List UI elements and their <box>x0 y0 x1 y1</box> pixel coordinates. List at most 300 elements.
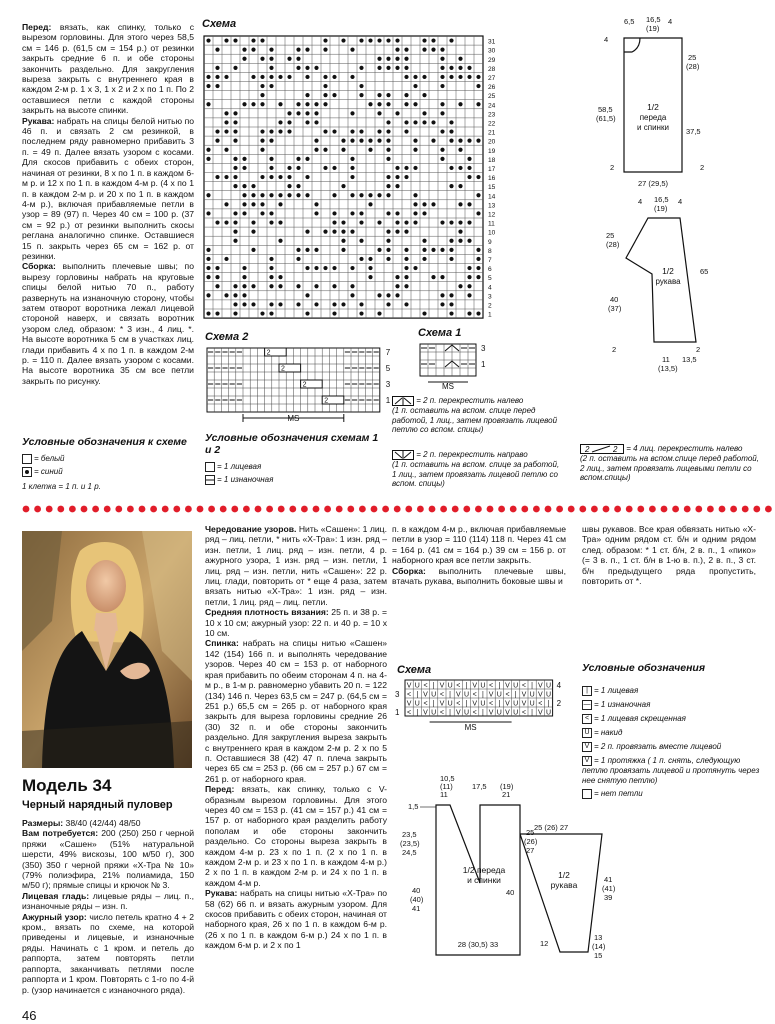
svg-text:2: 2 <box>613 445 618 454</box>
stitch-dot <box>404 248 408 252</box>
stitch-dot <box>476 248 480 252</box>
stitch-dot <box>449 257 453 261</box>
stitch-symbol: U <box>545 709 552 717</box>
dim: 28 (30,5) 33 <box>457 940 499 949</box>
stitch-dot <box>287 75 291 79</box>
dim: (13,5) <box>658 364 678 373</box>
stitch-dot <box>233 139 237 143</box>
stitch-dot <box>278 129 282 133</box>
stitch-dot <box>314 266 318 270</box>
stitch-dot <box>440 84 444 88</box>
stitch-dot <box>224 175 228 179</box>
paragraph-assembly: Сборка: выполнить плечевые швы; по вырезу горловины набрать на круговые спицы белой нитью 70 п., работу развернуть на изнаночную сторону, чтобы затем отворот воротника лежал лицевой стороной наверх, и связать воротник узором след. образом: * 3 изн., 4 лиц. *. На высоте воротника 5 см в участках лиц. глади прибавить 4 х по 1 п. в каждом 2-м р. = 110 п. Далее вязать узором с косами. На высоте воротника 35 см все петли закрыть по рисунку. <box>22 261 194 386</box>
legend-cross-1: = 2 п. перекрестить налево (1 п. оставить на вспом. спице перед работой, 1 лиц., затем провязать лицевой петлю со вспом. спицы) <box>392 396 558 435</box>
stitch-dot <box>305 93 309 97</box>
stitch-dot <box>260 93 264 97</box>
paragraph: Вам потребуется: 200 (250) 250 г черной пряжи «Сашен» (51% натуральной шерсти, 49% вискозы, 100 м/50 г), 300 (350) 350 г черной пряжи «X-Тра № 10» (79% полиэфира, 21% полиамида, 150 м/50 г); прямые спицы и крючок № 3. <box>22 828 194 891</box>
page-number: 46 <box>22 1008 37 1023</box>
row-number: 23 <box>488 111 496 119</box>
red-dot <box>359 506 366 513</box>
stitch-dot <box>323 48 327 52</box>
stitch-dot <box>296 157 300 161</box>
stitch-dot <box>386 193 390 197</box>
stitch-dot <box>269 66 273 70</box>
stitch-symbol: U <box>529 700 535 708</box>
part-label: 1/2 <box>647 102 659 112</box>
stitch-dot <box>449 75 453 79</box>
stitch-dot <box>215 139 219 143</box>
stitch-dot <box>413 193 417 197</box>
dim: 23,5 <box>402 830 417 839</box>
red-dot <box>347 506 354 513</box>
stitch-dot <box>242 211 246 215</box>
legend-blue: = синий <box>34 467 63 477</box>
stitch-dot <box>449 129 453 133</box>
stitch-symbol: U <box>414 682 420 690</box>
stitch-dot <box>305 48 309 52</box>
stitch-dot <box>404 66 408 70</box>
stitch-dot <box>440 275 444 279</box>
dim: 12 <box>540 939 549 948</box>
stitch-symbol: V <box>505 682 510 690</box>
stitch-dot <box>404 266 408 270</box>
stitch-symbol: < <box>456 700 461 708</box>
stitch-dot <box>386 211 390 215</box>
dim: 25 (26) 27 <box>534 823 569 832</box>
stitch-dot <box>206 311 210 315</box>
stitch-dot <box>422 257 426 261</box>
red-dot <box>115 506 122 513</box>
stitch-dot <box>323 166 327 170</box>
red-dot <box>742 506 749 513</box>
row-number: 11 <box>488 220 495 228</box>
top-left-text-column <box>22 22 194 386</box>
dim: (11) <box>440 782 453 791</box>
row-number: 3 <box>385 380 391 389</box>
stitch-symbol: U <box>545 682 552 690</box>
stitch-dot <box>233 311 237 315</box>
stitch-dot <box>314 211 318 215</box>
stitch-dot <box>386 66 390 70</box>
stitch-dot <box>386 129 390 133</box>
stitch-dot <box>314 302 318 306</box>
stitch-dot <box>233 111 237 115</box>
stitch-dot <box>467 311 471 315</box>
stitch-dot <box>404 57 408 61</box>
red-dot <box>139 506 146 513</box>
stitch-symbol: V <box>439 700 445 708</box>
stitch-dot <box>323 129 327 133</box>
stitch-dot <box>476 275 480 279</box>
stitch-dot <box>350 48 354 52</box>
row-number: 20 <box>488 138 496 146</box>
stitch-dot <box>233 129 237 133</box>
stitch-dot <box>305 157 309 161</box>
red-dotted-divider <box>0 503 775 515</box>
stitch-dot <box>260 148 264 152</box>
stitch-dot <box>269 75 273 79</box>
stitch-dot <box>476 75 480 79</box>
stitch-dot <box>395 166 399 170</box>
stitch-dot <box>260 57 264 61</box>
stitch-dot <box>224 202 228 206</box>
dim: 40 <box>506 888 515 897</box>
stitch-dot <box>206 102 210 106</box>
paragraph: Перед: вязать, как спинку, только с V-образным вырезом горловины. Для этого через 40 см = 153 р. (41 см = 157 р.) 41 см = 157 р. от наборного края разделить работу пополам и обе стороны закончить раздельно. Со стороны выреза закрыть в каждом 4-м р. 23 х по 1 п. (2 х по 1 п. в каждом 2-м р. и 23 х по 1 п. в каждом 4-м р.) 2 х по 1 п. в каждом 2-м р. и 24 х по 1 п. в каждом 4-м р. <box>205 784 387 888</box>
stitch-dot <box>215 220 219 224</box>
stitch-dot <box>449 184 453 188</box>
stitch-dot <box>314 120 318 124</box>
paragraph: Рукава: набрать на спицы нитью «X-Тра» по 58 (62) 66 п. и вязать ажурным узором. Для скосов прибавить с обеих сторон, начиная от наборного края, 26 х по 1 п. в каждом 6-м р. (26 х по 1 п. в каждом 6-м р.) 24 х по 1 п. в каждом 6-м р. и 2 х по 1 <box>205 888 387 951</box>
dim: 10,5 <box>440 775 455 783</box>
legend-mid <box>205 432 385 485</box>
stitch-symbol: U <box>513 682 519 690</box>
dim: 15 <box>594 951 603 960</box>
stitch-symbol: V <box>455 691 461 699</box>
stitch-dot <box>269 57 273 61</box>
dim: 4 <box>678 197 683 206</box>
stitch-dot <box>251 248 255 252</box>
red-dot <box>533 506 540 513</box>
stitch-dot <box>224 293 228 297</box>
stitch-symbol: < <box>472 691 477 699</box>
row-number: 5 <box>385 364 391 373</box>
stitch-dot <box>386 57 390 61</box>
red-dot <box>313 506 320 513</box>
red-dot <box>57 506 64 513</box>
part-label: рукава <box>550 880 578 890</box>
stitch-dot <box>260 75 264 79</box>
stitch-dot <box>242 184 246 188</box>
stitch-dot <box>341 38 345 42</box>
stitch-dot <box>377 66 381 70</box>
legend-bottom-item: — = 1 изнаночная <box>583 700 651 710</box>
stitch-dot <box>359 84 363 88</box>
stitch-dot <box>215 84 219 88</box>
stitch-dot <box>413 148 417 152</box>
stitch-dot <box>350 211 354 215</box>
stitch-dot <box>332 311 336 315</box>
stitch-dot <box>458 148 462 152</box>
row-number: 4 <box>488 284 492 292</box>
red-dot <box>568 506 575 513</box>
stitch-dot <box>440 148 444 152</box>
red-dot <box>336 506 343 513</box>
stitch-dot <box>341 239 345 243</box>
stitch-symbol: U <box>496 709 502 717</box>
stitch-dot <box>278 102 282 106</box>
stitch-dot <box>368 139 372 143</box>
stitch-dot <box>386 257 390 261</box>
red-dot <box>753 506 760 513</box>
stitch-dot <box>341 302 345 306</box>
red-dot <box>684 506 691 513</box>
schema2-title: Схема 2 <box>205 331 249 343</box>
row-number: 3 <box>488 293 492 301</box>
stitch-dot <box>269 302 273 306</box>
stitch-dot <box>440 302 444 306</box>
stitch-dot <box>287 129 291 133</box>
stitch-dot <box>404 129 408 133</box>
stitch-dot <box>386 102 390 106</box>
stitch-dot <box>269 284 273 288</box>
stitch-dot <box>296 166 300 170</box>
stitch-dot <box>224 38 228 42</box>
stitch-symbol: < <box>538 700 543 708</box>
paragraph: Сборка: выполнить плечевые швы, втачать рукава, выполнить боковые швы и <box>392 565 566 587</box>
stitch-dot <box>377 293 381 297</box>
stitch-dot <box>305 266 309 270</box>
stitch-dot <box>323 84 327 88</box>
red-dot <box>324 506 331 513</box>
stitch-dot <box>215 275 219 279</box>
dim: 21 <box>502 790 511 799</box>
stitch-dot <box>215 75 219 79</box>
stitch-dot <box>467 166 471 170</box>
stitch-symbol: V <box>505 709 510 717</box>
stitch-symbol: < <box>439 691 444 699</box>
stitch-dot <box>476 193 480 197</box>
bottom-right-col2 <box>582 524 756 586</box>
stitch-dot <box>323 38 327 42</box>
dim: 2 <box>696 345 701 354</box>
stitch-dot <box>359 220 363 224</box>
dim: (19) <box>500 782 514 791</box>
red-dot <box>255 506 262 513</box>
stitch-dot <box>251 48 255 52</box>
stitch-symbol: V <box>488 709 494 717</box>
stitch-symbol: V <box>537 709 543 717</box>
stitch-dot <box>260 102 264 106</box>
dim: (40) <box>410 895 424 904</box>
stitch-dot <box>260 202 264 206</box>
stitch-dot <box>476 257 480 261</box>
red-dot <box>765 506 772 513</box>
stitch-dot <box>476 266 480 270</box>
stitch-dot <box>467 202 471 206</box>
stitch-dot <box>350 193 354 197</box>
paragraph: Ажурный узор: число петель кратно 4 + 2 кром., вязать по схеме, на которой приведены и лицевые, и изнаночные ряды. Начинать с 1 кром. и петель до раппорта, затем повторять петли раппорта, заканчивать петлями после раппорта и 1 кром. Повторять с 1-го по 4-й р. (узор начинается с изнаночного ряда). <box>22 911 195 995</box>
stitch-symbol: < <box>423 700 428 708</box>
stitch-dot <box>215 266 219 270</box>
stitch-dot <box>233 230 237 234</box>
stitch-dot <box>242 302 246 306</box>
stitch-dot <box>449 120 453 124</box>
stitch-dot <box>206 75 210 79</box>
stitch-dot <box>242 284 246 288</box>
stitch-dot <box>413 84 417 88</box>
stitch-symbol: | <box>465 682 468 690</box>
stitch-symbol: V <box>439 682 445 690</box>
red-dot <box>162 506 169 513</box>
stitch-dot <box>269 175 273 179</box>
red-dot <box>545 506 552 513</box>
stitch-dot <box>215 48 219 52</box>
legend-bottom-item: V = 2 п. провязать вместе лицевой <box>582 742 762 752</box>
stitch-dot <box>467 139 471 143</box>
red-dot <box>197 506 204 513</box>
stitch-dot <box>251 38 255 42</box>
stitch-dot <box>260 38 264 42</box>
stitch-symbol: V <box>406 682 412 690</box>
stitch-dot <box>305 230 309 234</box>
stitch-dot <box>251 284 255 288</box>
red-dot <box>231 506 238 513</box>
part-label: переда <box>639 113 667 122</box>
stitch-dot <box>413 102 417 106</box>
stitch-dot <box>440 102 444 106</box>
stitch-dot <box>350 293 354 297</box>
legend-bottom-item: < = 1 лицевая скрещенная <box>582 714 762 724</box>
stitch-dot <box>323 93 327 97</box>
stitch-dot <box>296 184 300 188</box>
stitch-dot <box>242 275 246 279</box>
stitch-dot <box>431 38 435 42</box>
red-dot <box>417 506 424 513</box>
stitch-dot <box>431 248 435 252</box>
row-number: 22 <box>488 120 496 128</box>
stitch-dot <box>314 111 318 115</box>
stitch-symbol: V <box>472 682 478 690</box>
red-dot <box>405 506 412 513</box>
stitch-dot <box>260 175 264 179</box>
stitch-dot <box>269 266 273 270</box>
stitch-dot <box>404 166 408 170</box>
stitch-dot <box>269 84 273 88</box>
dim: (28) <box>606 240 620 249</box>
paragraph-front: Перед: вязать, как спинку, только с вырезом горловины. Для этого через 58,5 см = 146 р. (61,5 см = 154 р.) от резинки закрыть средние 6 п. и обе стороны закончить раздельно. Для закругления выреза закрыть с внутреннего края в каждом 2-м р. 1 х 3, 1 х 2 и 2 х по 1 п. По 2 оставшиеся петли с каждой стороны закрыть на высоте спинки. <box>22 22 194 116</box>
stitch-dot <box>350 175 354 179</box>
stitch-dot <box>440 66 444 70</box>
row-number: 1 <box>481 360 486 369</box>
stitch-dot <box>395 284 399 288</box>
stitch-dot <box>233 220 237 224</box>
dim: 4 <box>638 197 643 206</box>
ms-label: MS <box>287 414 300 422</box>
stitch-dot <box>341 148 345 152</box>
red-dot <box>104 506 111 513</box>
stitch-dot <box>350 266 354 270</box>
stitch-dot <box>431 202 435 206</box>
row-number: 17 <box>488 166 496 173</box>
stitch-dot <box>215 284 219 288</box>
legend-bottom-item: U = накид <box>582 728 762 738</box>
dim: 41 <box>604 875 613 884</box>
stitch-dot <box>296 302 300 306</box>
stitch-symbol: U <box>447 682 453 690</box>
row-number: 13 <box>488 202 496 210</box>
stitch-dot <box>251 102 255 106</box>
part-label: и спинки <box>637 123 669 132</box>
dim: 65 <box>700 267 709 276</box>
stitch-dot <box>224 220 228 224</box>
stitch-dot <box>314 139 318 143</box>
legend-white: = белый <box>34 454 65 464</box>
paragraph: швы рукавов. Все края обвязать нитью «X-Тра» одним рядом ст. б/н и одним рядом след. образом: * 1 ст. б/н, 2 в. п., 1 «пико» (= 3 в. п., 1 ст. б/н в 1-ю в. п.), 2 в. п., 3 ст. б/н предыдущего ряда пропустить, повторить от *. <box>582 524 756 587</box>
stitch-symbol: V <box>406 700 412 708</box>
stitch-dot <box>278 284 282 288</box>
stitch-dot <box>377 248 381 252</box>
row-number: 7 <box>385 348 391 357</box>
stitch-dot <box>251 184 255 188</box>
stitch-dot <box>233 120 237 124</box>
stitch-symbol: V <box>521 700 527 708</box>
stitch-dot <box>458 220 462 224</box>
stitch-dot <box>386 230 390 234</box>
stitch-dot <box>449 38 453 42</box>
stitch-symbol: V <box>423 709 428 717</box>
dim: (14) <box>592 942 606 951</box>
stitch-dot <box>404 102 408 106</box>
row-number: 1 <box>395 708 400 717</box>
red-dot <box>556 506 563 513</box>
row-number: 3 <box>395 690 400 699</box>
stitch-dot <box>368 266 372 270</box>
stitch-dot <box>458 75 462 79</box>
stitch-symbol: U <box>414 700 420 708</box>
stitch-dot <box>395 38 399 42</box>
stitch-dot <box>458 230 462 234</box>
stitch-symbol: | <box>432 682 435 690</box>
stitch-dot <box>422 93 426 97</box>
stitch-dot <box>395 57 399 61</box>
stitch-dot <box>305 102 309 106</box>
stitch-dot <box>395 175 399 179</box>
stitch-symbol: < <box>456 682 461 690</box>
legend-left <box>22 436 192 492</box>
red-dot <box>672 506 679 513</box>
stitch-dot <box>269 48 273 52</box>
stitch-dot <box>206 293 210 297</box>
stitch-symbol: | <box>449 709 452 717</box>
stitch-dot <box>278 220 282 224</box>
legend-cross-2: = 2 п. перекрестить направо (1 п. оставить на вспом. спице за работой, 1 лиц., затем провязать лицевой петлю со вспом. спицы) <box>392 450 560 489</box>
dim: 13,5 <box>682 355 697 364</box>
stitch-symbol: V <box>488 691 494 699</box>
cross-four-icon <box>580 444 624 454</box>
stitch-dot <box>368 202 372 206</box>
stitch-dot <box>431 48 435 52</box>
red-dot <box>498 506 505 513</box>
stitch-dot <box>278 75 282 79</box>
stitch-symbol: | <box>498 700 501 708</box>
stitch-dot <box>323 230 327 234</box>
row-number: 1 <box>488 311 492 319</box>
stitch-dot <box>404 120 408 124</box>
stitch-dot <box>386 175 390 179</box>
stitch-symbol: V <box>537 682 543 690</box>
stitch-dot <box>242 57 246 61</box>
stitch-dot <box>395 211 399 215</box>
stitch-dot <box>404 302 408 306</box>
stitch-dot <box>260 193 264 197</box>
stitch-dot <box>242 102 246 106</box>
red-dot <box>452 506 459 513</box>
stitch-dot <box>269 211 273 215</box>
stitch-dot <box>224 129 228 133</box>
stitch-dot <box>350 230 354 234</box>
stitch-dot <box>413 139 417 143</box>
stitch-symbol: | <box>432 700 435 708</box>
row-number: 18 <box>488 156 496 164</box>
row-number: 30 <box>488 47 496 55</box>
stitch-dot <box>296 257 300 261</box>
stitch-symbol: < <box>407 709 412 717</box>
stitch-symbol: U <box>463 691 470 699</box>
stitch-dot <box>413 266 417 270</box>
stitch-dot <box>359 93 363 97</box>
stitch-dot <box>233 293 237 297</box>
